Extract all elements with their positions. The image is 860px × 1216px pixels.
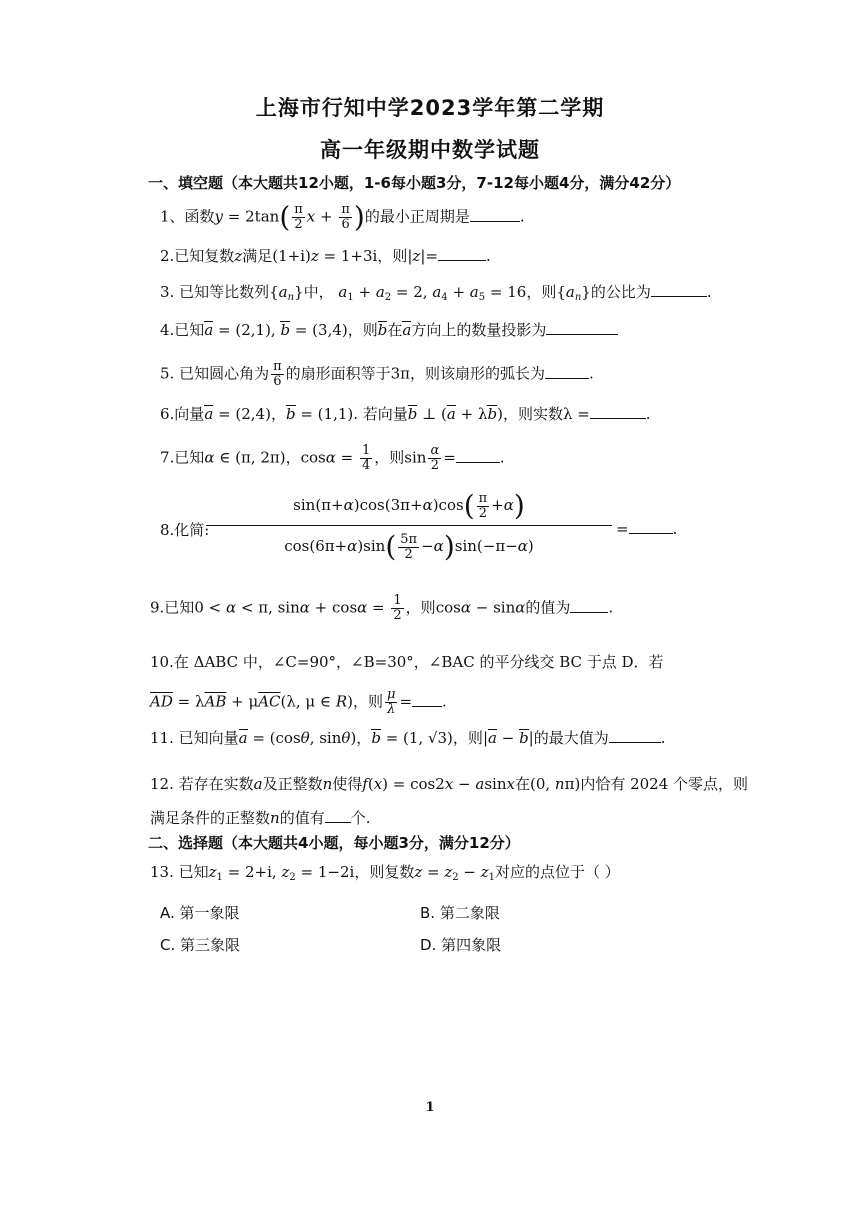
question-2: 2.已知复数z满足(1+i)z = 1+3i，则|z|= .	[160, 247, 491, 265]
answer-blank[interactable]	[470, 207, 520, 222]
answer-blank[interactable]	[546, 320, 618, 335]
question-3: 3. 已知等比数列$\{a_n\}$中， $a_1 + a_2 = 2$, $a_4 + a_5 = 16$，则$\{a_n\}$的公比为 .	[160, 283, 712, 303]
page-number: 1	[425, 1100, 435, 1115]
answer-blank[interactable]	[325, 808, 351, 823]
answer-blank[interactable]	[590, 404, 646, 419]
answer-blank[interactable]	[456, 448, 500, 463]
answer-blank[interactable]	[412, 692, 442, 707]
answer-blank[interactable]	[570, 598, 608, 613]
question-10-line1: 10.在 ΔABC 中，∠C=90°，∠B=30°，∠BAC 的平分线交 BC 于点 D．若	[150, 653, 664, 671]
answer-blank[interactable]	[609, 728, 661, 743]
exam-page: 上海市行知中学2023学年第二学期 高一年级期中数学试题 一、填空题（本大题共12小题，1-6每小题3分，7-12每小题4分，满分42分） 1、函数y = 2tan( $\frac{\pi}{2}$ x + $\frac{\pi}{6}$ )的最小正周期是 . 2.已知复数z满足(1+i)z = 1+3i，则|z|= . 3. 已知等比数列$\{a_n\}$中， $a_1 + a_2 = 2$, $a_4 + a_5 = 16$，则$\{a_n\}$的公比为 . 4.已知a = (2,1), b = (3,4)，则b在a方向上的数量投影为 5. 已知圆心角为 $\frac{\pi}{6}$ 的扇形面积等于3π，则该扇形的弧长为 . 6.向量a = (2,4)，b = (1,1). 若向量b ⊥ (a + λb)，则实数λ = . 7.已知α ∈ (π, 2π)，cosα = $\frac{1}{4}$ ，则sin $\frac{\alpha}{2}$ = . 8.化简: sin(π+α)cos(3π+α)cos( $\frac{\pi}{2}$ +α) cos(6π+α)sin( $\frac{5\pi}{2}$ −α)sin(−π−α) = . 9.已知0 < α < π, sinα + cosα = $\frac{1}{2}$ ，则cosα − sinα的值为 . 10.在 ΔABC 中，∠C=90°，∠B=30°，∠BAC 的平分线交 BC 于点 D．若 $\overline{AD} = \lambda\overline{AB} + \mu\overline{AC}(\lambda$, μ ∈ R)，则 $\frac{\mu}{\lambda}$ = . 11. 已知向量a = (cosθ, sinθ)，b = (1, √3)，则|a − b|的最大值为 . 12. 若存在实数a及正整数n使得f(x) = cos2x − asinx在(0, nπ)内恰有 2024 个零点，则 满足条件的正整数n的值有 个. 二、选择题（本大题共4小题，每小题3分，满分12分） 13. 已知$z_1 = 2+i$, $z_2 = 1-2i$，则复数$z = z_2 - z_1$对应的点位于（ ） A. 第一象限 B. 第二象限 C. 第三象限 D. 第四象限 1	[0, 0, 860, 1216]
answer-blank[interactable]	[545, 364, 589, 379]
answer-blank[interactable]	[629, 519, 673, 534]
question-11: 11. 已知向量a = (cosθ, sinθ)，b = (1, √3)，则|a − b|的最大值为 .	[150, 729, 666, 747]
question-12-line2: 满足条件的正整数n的值有 个.	[150, 809, 371, 827]
question-7: 7.已知α ∈ (π, 2π)，cosα = $\frac{1}{4}$ ，则sin $\frac{\alpha}{2}$ = .	[160, 443, 505, 473]
question-6: 6.向量a = (2,4)，b = (1,1). 若向量b ⊥ (a + λb)，则实数λ = .	[160, 405, 651, 423]
simplify-fraction: sin(π+α)cos(3π+α)cos( $\frac{\pi}{2}$ +α) cos(6π+α)sin( $\frac{5\pi}{2}$ −α)sin(−π−α)	[206, 485, 612, 566]
section1-heading: 一、填空题（本大题共12小题，1-6每小题3分，7-12每小题4分，满分42分）	[148, 174, 681, 192]
answer-blank[interactable]	[651, 282, 707, 297]
question-13: 13. 已知$z_1 = 2+i$, $z_2 = 1-2i$，则复数$z = z_2 - z_1$对应的点位于（ ）	[150, 863, 620, 883]
question-1: 1、函数y = 2tan( $\frac{\pi}{2}$ x + $\frac{\pi}{6}$ )的最小正周期是 .	[160, 200, 525, 234]
question-5: 5. 已知圆心角为 $\frac{\pi}{6}$ 的扇形面积等于3π，则该扇形的弧长为 .	[160, 359, 594, 389]
question-10-line2: $\overline{AD} = \lambda\overline{AB} + \mu\overline{AC}(\lambda$, μ ∈ R)，则 $\frac{\mu}{\lambda}$ = .	[150, 687, 447, 717]
option-c[interactable]: C. 第三象限	[160, 936, 241, 954]
option-a[interactable]: A. 第一象限	[160, 904, 240, 922]
exam-subtitle: 高一年级期中数学试题	[320, 138, 540, 162]
option-b[interactable]: B. 第二象限	[420, 904, 500, 922]
question-4: 4.已知a = (2,1), b = (3,4)，则b在a方向上的数量投影为	[160, 320, 618, 340]
question-9: 9.已知0 < α < π, sinα + cosα = $\frac{1}{2}$ ，则cosα − sinα的值为 .	[150, 593, 614, 623]
question-12-line1: 12. 若存在实数a及正整数n使得f(x) = cos2x − asinx在(0, nπ)内恰有 2024 个零点，则	[150, 775, 749, 793]
section2-heading: 二、选择题（本大题共4小题，每小题3分，满分12分）	[148, 834, 520, 852]
exam-title: 上海市行知中学2023学年第二学期	[255, 96, 605, 120]
answer-blank[interactable]	[438, 246, 486, 261]
option-d[interactable]: D. 第四象限	[420, 936, 502, 954]
